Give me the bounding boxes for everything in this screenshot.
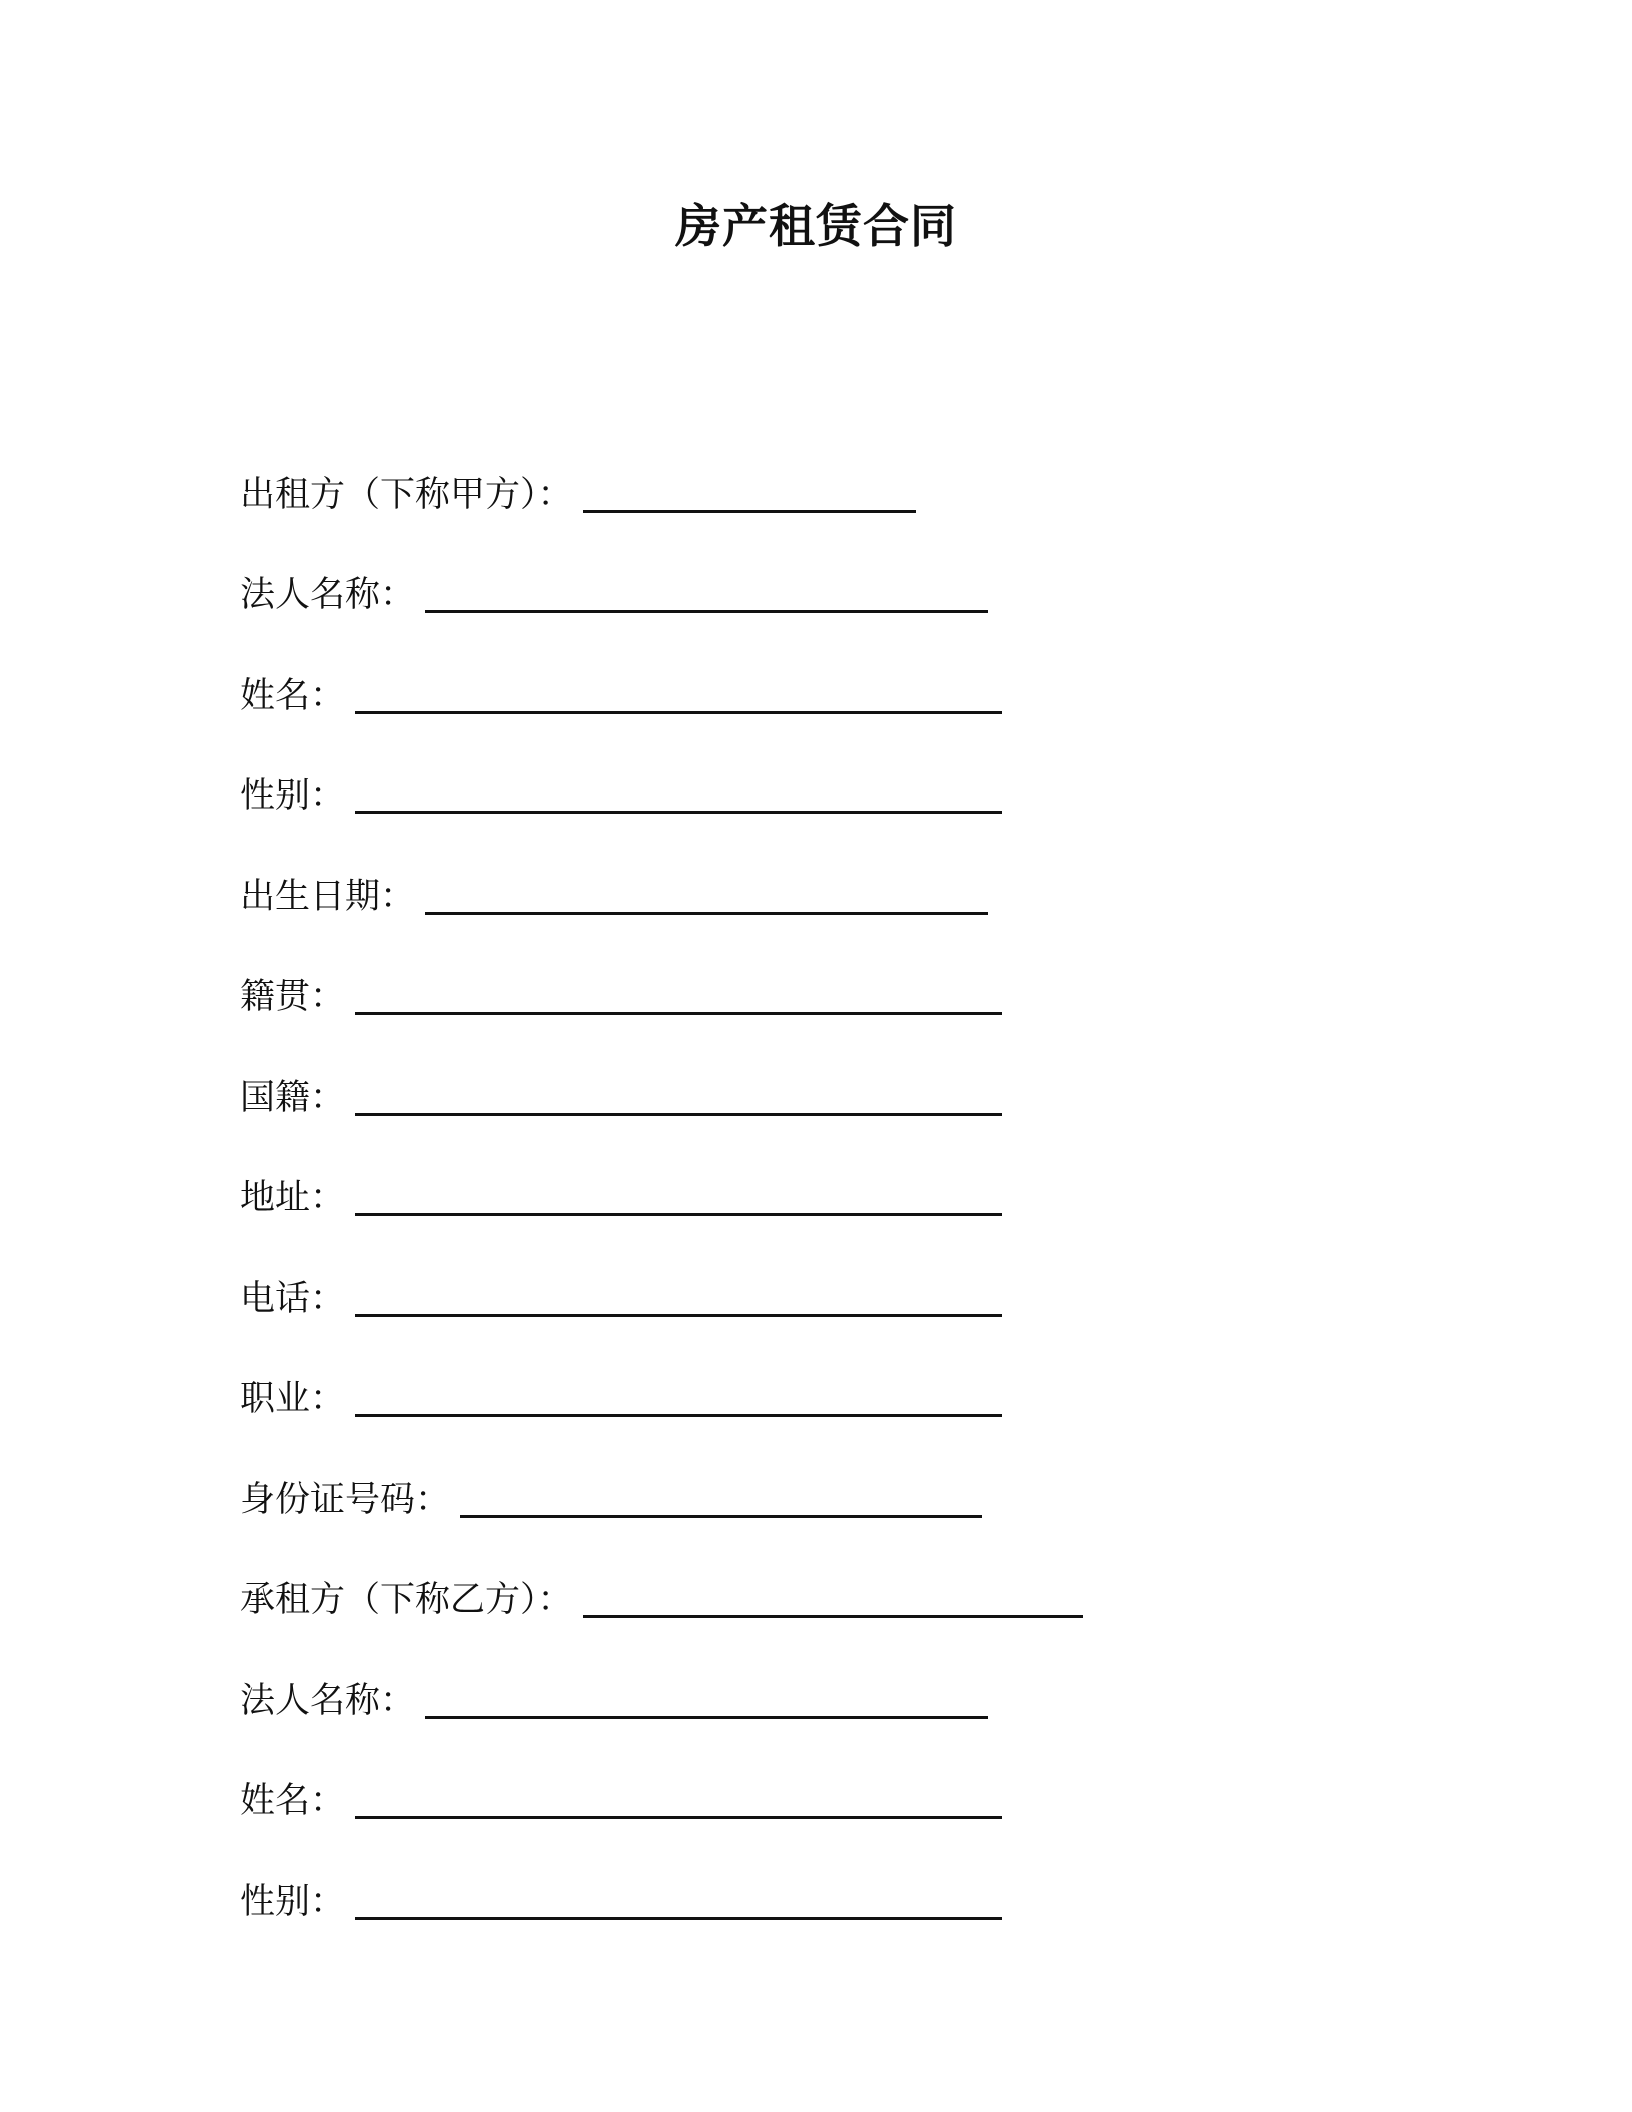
field-label: 姓名： bbox=[240, 675, 346, 716]
field-lessor-occupation bbox=[240, 1323, 1440, 1424]
field-lessee-gender bbox=[240, 1825, 1440, 1926]
field-lessor-name bbox=[240, 619, 1440, 720]
fill-in-blank[interactable] bbox=[355, 1380, 1002, 1417]
field-label: 电话： bbox=[240, 1278, 346, 1319]
fill-in-blank[interactable] bbox=[583, 476, 916, 513]
field-label: 籍贯： bbox=[240, 977, 346, 1017]
fill-in-blank[interactable] bbox=[355, 1179, 1002, 1216]
fill-in-blank[interactable] bbox=[425, 878, 988, 915]
field-lessee-name bbox=[240, 1725, 1440, 1826]
field-label: 国籍： bbox=[240, 1077, 346, 1118]
field-lessee bbox=[240, 1524, 1440, 1625]
fill-in-blank[interactable] bbox=[355, 1280, 1002, 1317]
field-lessor-legal-name bbox=[240, 519, 1440, 620]
fill-in-blank[interactable] bbox=[355, 1782, 1002, 1819]
field-label: 姓名： bbox=[240, 1781, 346, 1821]
fill-in-blank[interactable] bbox=[425, 576, 988, 613]
field-label: 地址： bbox=[240, 1178, 346, 1218]
field-lessor-nationality bbox=[240, 1021, 1440, 1122]
fill-in-blank[interactable] bbox=[355, 1079, 1002, 1116]
field-lessor bbox=[240, 418, 1440, 519]
field-label: 职业： bbox=[240, 1379, 346, 1419]
field-label: 出租方（下称甲方）： bbox=[240, 474, 573, 515]
field-label: 出生日期： bbox=[240, 876, 416, 917]
form-fields bbox=[240, 418, 1440, 1926]
document-title: 房产租赁合同 bbox=[675, 199, 957, 253]
field-lessor-phone bbox=[240, 1222, 1440, 1323]
field-lessee-legal-name bbox=[240, 1624, 1440, 1725]
field-label: 身份证号码： bbox=[240, 1479, 451, 1520]
field-lessor-id-number bbox=[240, 1423, 1440, 1524]
fill-in-blank[interactable] bbox=[355, 677, 1002, 714]
field-label: 性别： bbox=[240, 1881, 346, 1922]
fill-in-blank[interactable] bbox=[583, 1581, 1083, 1618]
fill-in-blank[interactable] bbox=[355, 978, 1002, 1015]
fill-in-blank[interactable] bbox=[460, 1481, 982, 1518]
field-lessor-birthdate bbox=[240, 820, 1440, 921]
field-lessor-address bbox=[240, 1122, 1440, 1223]
fill-in-blank[interactable] bbox=[355, 777, 1002, 814]
field-label: 性别： bbox=[240, 776, 346, 816]
field-label: 法人名称： bbox=[240, 1680, 416, 1721]
field-lessor-gender bbox=[240, 720, 1440, 821]
field-lessor-native-place bbox=[240, 921, 1440, 1022]
field-label: 法人名称： bbox=[240, 575, 416, 615]
field-label: 承租方（下称乙方）： bbox=[240, 1580, 573, 1620]
fill-in-blank[interactable] bbox=[355, 1883, 1002, 1920]
fill-in-blank[interactable] bbox=[425, 1682, 988, 1719]
